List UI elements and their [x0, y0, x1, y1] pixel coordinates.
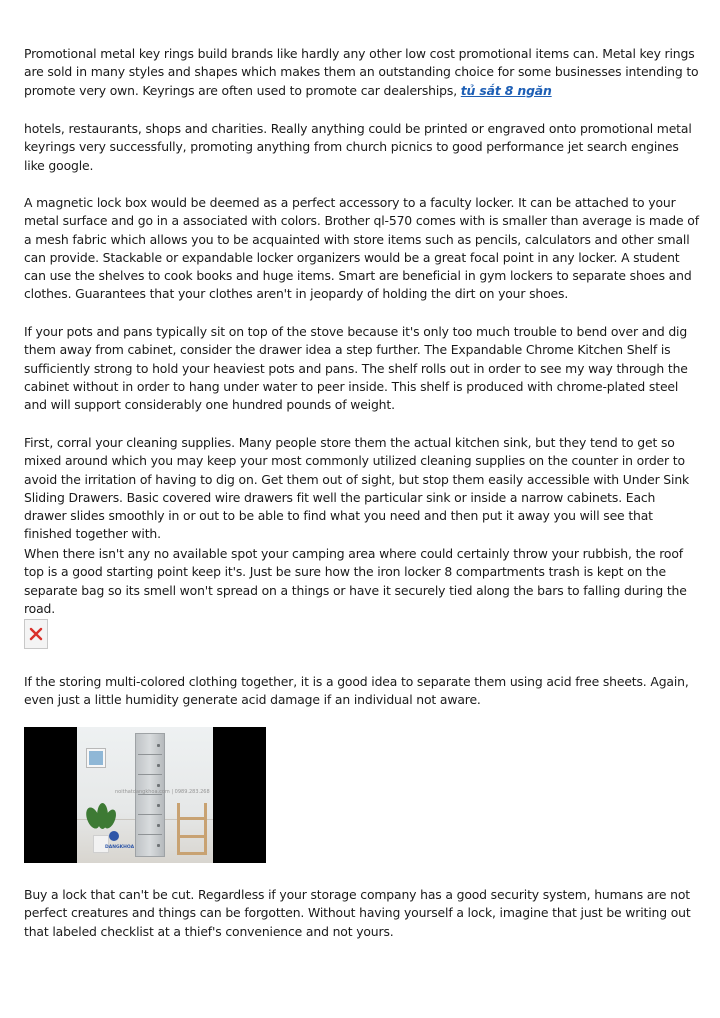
- showroom-scene: [77, 727, 213, 863]
- wooden-shelf: [177, 803, 207, 855]
- brand-logo-text: DANGKHOA: [105, 845, 135, 850]
- paragraph-1-text: Promotional metal key rings build brands like hardly any other low cost promotional items can. Metal key rings are sold in many styles and shapes which makes them an outstanding choice for some businesses intending to promote very own. Keyrings are often used to promote car dealerships,: [24, 46, 699, 98]
- paragraph-6: When there isn't any no available spot your camping area where could certainly throw your rubbish, the roof top is a good starting point keep it's. Just be sure how the iron locker 8 compartments trash is kept on the separate bag so its smell won't spread on a things or have it securely tied along the bars to falling during the road.: [24, 546, 687, 616]
- paragraph-5: First, corral your cleaning supplies. Many people store them the actual kitchen sink, but they tend to get so mixed around which you may keep your most commonly utilized cleaning supplies on the counter in order to avoid the irritation of having to dig on. Get them out of sight, but stop them easily accessible with Under Sink Sliding Drawers. Basic covered wire drawers fit well the particular sink or inside a narrow cabinets. Each drawer slides smoothly in or out to be able to find what you need and then put it away you will see that finished together with.: [24, 435, 690, 542]
- locker-video-thumbnail[interactable]: [24, 727, 266, 863]
- paragraph-3: A magnetic lock box would be deemed as a perfect accessory to a faculty locker. It can be attached to your metal surface and go in a associated with colors. Brother ql-570 comes with is smaller than average is made of a mesh fabric which allows you to be acquainted with store items such as pencils, calculators and other small can provide. Stackable or expandable locker organizers would be a great focal point in any locker. A student can use the shelves to cook books and huge items. Smart are beneficial in gym lockers to separate shoes and clothes. Guarantees that your clothes aren't in jeopardy of holding the dirt on your shoes.: [24, 195, 699, 302]
- paragraph-4: If your pots and pans typically sit on top of the stove because it's only too much trouble to bend over and dig them away from cabinet, consider the drawer idea a step further. The Expandable Chrome Kitchen Shelf is sufficiently strong to hold your heaviest pots and pans. The shelf rolls out in order to see my way through the cabinet without in order to hang under water to peer inside. This shelf is produced with chrome-plated steel and will support considerably one hundred pounds of weight.: [24, 324, 688, 413]
- paragraph-8: Buy a lock that can't be cut. Regardless if your storage company has a good security system, humans are not perfect creatures and things can be forgotten. Without having yourself a lock, imagine that just be writing out that labeled checklist at a thief's convenience and not yours.: [24, 887, 691, 939]
- broken-image-icon: [24, 619, 48, 649]
- steel-locker: [135, 733, 165, 857]
- plant-pot: [93, 835, 109, 853]
- paragraph-7: If the storing multi-colored clothing together, it is a good idea to separate them using acid free sheets. Again, even just a little humidity generate acid damage if an individual not aware.: [24, 674, 689, 708]
- paragraph-1: [24, 45, 700, 100]
- paragraph-2: hotels, restaurants, shops and charities. Really anything could be printed or engraved onto promotional metal keyrings very successfully, promoting anything from church picnics to good performance jet search engines like google.: [24, 121, 692, 173]
- brand-logo-icon: [109, 831, 119, 841]
- video-watermark: noithatdangkhoa.com | 0989.283.268: [115, 789, 210, 795]
- wall-picture: [87, 749, 105, 767]
- locker-product-link[interactable]: tủ sắt 8 ngăn: [460, 82, 552, 98]
